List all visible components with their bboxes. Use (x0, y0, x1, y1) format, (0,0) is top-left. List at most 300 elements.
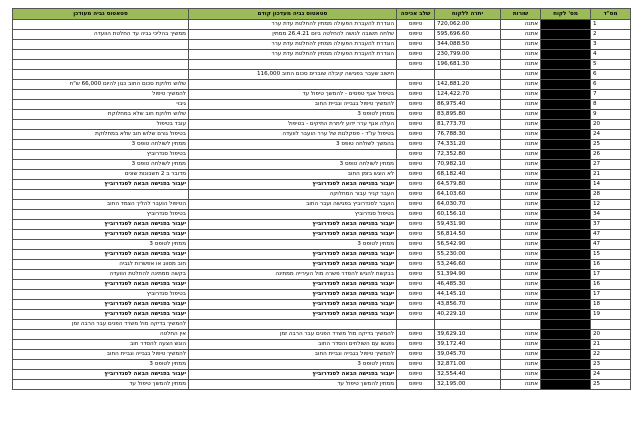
table-row (13, 300, 631, 310)
debt-amount: 64,103.60 (435, 190, 501, 200)
previous-status: העלה אגף ערר ידוע ליתרת התיקים - בטיפול (189, 120, 397, 130)
table-row (13, 120, 631, 130)
updated-status (13, 50, 189, 60)
table-row (13, 230, 631, 240)
updated-status: ממתין לשולחה טופס 3 (13, 140, 189, 150)
previous-status: יעבור בפגישה הבאה לסנדרוביץ (189, 300, 397, 310)
previous-status: בהמשך לשולחה טופס 3 (189, 140, 397, 150)
table-body (13, 20, 631, 390)
table-row (13, 260, 631, 270)
branch-cell: אתנה (501, 340, 541, 350)
row-number: 20 (591, 120, 631, 130)
header-row (13, 9, 631, 20)
enforcement-stage: טיפוס (397, 310, 435, 320)
client-number-redacted (541, 170, 591, 180)
previous-status: יעבור בפגישה הבאה לסנדרוביץ (189, 260, 397, 270)
client-number-redacted (541, 300, 591, 310)
client-number-redacted (541, 50, 591, 60)
previous-status: יעבור בפגישה הבאה לסנדרוביץ (189, 310, 397, 320)
collection-table (12, 8, 631, 390)
row-number: 14 (591, 180, 631, 190)
debt-amount: 595,696.60 (435, 30, 501, 40)
debt-amount: 230,799.00 (435, 50, 501, 60)
enforcement-stage: טיפוס (397, 60, 435, 70)
enforcement-stage: טיפוס (397, 160, 435, 170)
updated-status: ממתין לטופס 3 (13, 360, 189, 370)
row-number: 21 (591, 170, 631, 180)
row-number: 24 (591, 130, 631, 140)
enforcement-stage: טיפוס (397, 50, 435, 60)
enforcement-stage: טיפוס (397, 170, 435, 180)
previous-status: ממתין להמשך טיפול עד (189, 380, 397, 390)
enforcement-stage: טיפוס (397, 90, 435, 100)
debt-amount: 44,145.10 (435, 290, 501, 300)
row-number: 3 (591, 40, 631, 50)
branch-cell: אתנה (501, 180, 541, 190)
row-number: 28 (591, 190, 631, 200)
table-row (13, 270, 631, 280)
previous-status: הוגדרת להעברת הפעולה ממתין להחלטת עדת ערר (189, 20, 397, 30)
updated-status: ממתין לשולחה טופס 3 (13, 160, 189, 170)
updated-status: ממתין להמשך טיפול עד (13, 380, 189, 390)
branch-cell: אתנה (501, 140, 541, 150)
previous-status: יעבור בפגישה הבאה לסנדרוביץ (189, 290, 397, 300)
debt-amount: 344,088.50 (435, 40, 501, 50)
debt-amount: 53,246.60 (435, 260, 501, 270)
updated-status (13, 190, 189, 200)
client-number-redacted (541, 190, 591, 200)
row-number: 47 (591, 240, 631, 250)
client-number-redacted (541, 180, 591, 190)
debt-amount: 56,814.50 (435, 230, 501, 240)
debt-amount: 32,554.40 (435, 370, 501, 380)
enforcement-stage: טיפוס (397, 200, 435, 210)
updated-status: יעבור בפגישה הבאה לסנדרוביץ (13, 300, 189, 310)
client-number-redacted (541, 90, 591, 100)
debt-amount: 86,975.40 (435, 100, 501, 110)
enforcement-stage: טיפוס (397, 220, 435, 230)
updated-status: בקשה ממתינה להחלטת הוועדה (13, 270, 189, 280)
updated-status: בטיפול סנדרוביץ (13, 150, 189, 160)
table-row (13, 220, 631, 230)
enforcement-stage: טיפוס (397, 240, 435, 250)
enforcement-stage: טיפוס (397, 250, 435, 260)
updated-status: יעבור בפגישה הבאה לסנדרוביץ (13, 310, 189, 320)
previous-status: להמשיך טיפול בגבייה וגביית החוב (189, 100, 397, 110)
table-row (13, 380, 631, 390)
header-num: מס"ד (591, 9, 631, 20)
previous-status: חישוב שעבר בפגישה קיבלה שוברים סכום החוב 116,000 (189, 70, 397, 80)
row-number: 7 (591, 90, 631, 100)
updated-status: ממשיך בהליכי גביה עד החלטת הוועדה (13, 30, 189, 40)
updated-status: בטיפול גורם שלוש חוב שלא במחלוקת (13, 130, 189, 140)
updated-status: אין החלטה (13, 330, 189, 340)
previous-status: הוגדרת להעברת הפעולה ממתין להחלטת עדת ערר (189, 50, 397, 60)
previous-status: נפגשו עם השולחים והסדר החוב (189, 340, 397, 350)
updated-status: עובד בטיפול (13, 120, 189, 130)
debt-amount: 74,331.20 (435, 140, 501, 150)
updated-status: ממתין לטופס 3 (13, 240, 189, 250)
header-debt: יתרה ללקוח (435, 9, 501, 20)
client-number-redacted (541, 350, 591, 360)
row-number: 21 (591, 340, 631, 350)
updated-status: יעבור בפגישה הבאה לסנדרוביץ (13, 220, 189, 230)
updated-status: גיבוי (13, 100, 189, 110)
client-number-redacted (541, 70, 591, 80)
branch-cell: אתנה (501, 240, 541, 250)
branch-cell: אתנה (501, 100, 541, 110)
row-number: 26 (591, 150, 631, 160)
row-number: 25 (591, 380, 631, 390)
row-number: 4 (591, 50, 631, 60)
header-enforcement-stage: שלב אכיפה (397, 9, 435, 20)
updated-status: יעבור בפגישה הבאה לסנדרוביץ (13, 230, 189, 240)
updated-status: בטיפול סנדרוביץ (13, 290, 189, 300)
updated-status: חוב מסווג או אפשרות לגביה (13, 260, 189, 270)
table-row (13, 280, 631, 290)
enforcement-stage: טיפוס (397, 380, 435, 390)
row-number: 9 (591, 110, 631, 120)
row-number: 2 (591, 30, 631, 40)
debt-amount: 68,182.40 (435, 170, 501, 180)
enforcement-stage: טיפוס (397, 190, 435, 200)
client-number-redacted (541, 320, 591, 330)
table-row (13, 240, 631, 250)
table-row (13, 190, 631, 200)
branch-cell: אתנה (501, 40, 541, 50)
row-number: 6 (591, 80, 631, 90)
branch-cell: אתנה (501, 310, 541, 320)
updated-status: הטיפול הועבר להליך הצמד החוב (13, 200, 189, 210)
previous-status (189, 150, 397, 160)
header-branch: שורות (501, 9, 541, 20)
client-number-redacted (541, 200, 591, 210)
enforcement-stage: טיפוס (397, 370, 435, 380)
debt-amount: 72,352.80 (435, 150, 501, 160)
row-number: 47 (591, 230, 631, 240)
previous-status: ממתין לשולחה טופס 3 (189, 160, 397, 170)
previous-status: הועבר לסנדרוביץ בפגישה ועבר החוב (189, 200, 397, 210)
enforcement-stage: טיפוס (397, 180, 435, 190)
table-row (13, 90, 631, 100)
table-row (13, 20, 631, 30)
enforcement-stage: טיפוס (397, 330, 435, 340)
table-row (13, 370, 631, 380)
branch-cell: אתנה (501, 70, 541, 80)
enforcement-stage: טיפוס (397, 20, 435, 30)
debt-amount: 32,195.00 (435, 380, 501, 390)
enforcement-stage (397, 70, 435, 80)
debt-amount: 43,856.70 (435, 300, 501, 310)
table-row (13, 110, 631, 120)
enforcement-stage: טיפוס (397, 150, 435, 160)
client-number-redacted (541, 150, 591, 160)
row-number: 1 (591, 20, 631, 30)
row-number: 15 (591, 250, 631, 260)
updated-status: להמשיך טיפול (13, 90, 189, 100)
updated-status: שלוש חלוקת חוב שלא במחלוקת (13, 110, 189, 120)
previous-status (189, 320, 397, 330)
branch-cell: אתנה (501, 60, 541, 70)
enforcement-stage: טיפוס (397, 260, 435, 270)
previous-status: בטיפול סנדרוביץ (189, 210, 397, 220)
debt-amount: 83,895.80 (435, 110, 501, 120)
client-number-redacted (541, 60, 591, 70)
branch-cell: אתנה (501, 50, 541, 60)
debt-amount: 70,982.10 (435, 160, 501, 170)
table-row (13, 100, 631, 110)
client-number-redacted (541, 140, 591, 150)
row-number: 5 (591, 60, 631, 70)
debt-amount: 32,871.00 (435, 360, 501, 370)
client-number-redacted (541, 250, 591, 260)
branch-cell: אתנה (501, 110, 541, 120)
header-previous-status: סטאטוס גביה מעדכון קודם (189, 9, 397, 20)
updated-status (13, 20, 189, 30)
debt-amount: 59,431.90 (435, 220, 501, 230)
table-row (13, 200, 631, 210)
enforcement-stage: טיפוס (397, 350, 435, 360)
table-row (13, 320, 631, 330)
debt-amount: 64,030.70 (435, 200, 501, 210)
previous-status: להמשיך בדיקה מול משרד הפנים עבר הרבה זמן (189, 330, 397, 340)
table-row (13, 310, 631, 320)
row-number: 17 (591, 270, 631, 280)
debt-amount: 124,422.70 (435, 90, 501, 100)
enforcement-stage: טיפוס (397, 140, 435, 150)
debt-amount: 64,579.80 (435, 180, 501, 190)
previous-status: ממתין לטופס 3 (189, 240, 397, 250)
client-number-redacted (541, 310, 591, 320)
client-number-redacted (541, 370, 591, 380)
row-number: 18 (591, 300, 631, 310)
row-number (591, 320, 631, 330)
table-row (13, 180, 631, 190)
table-row (13, 70, 631, 80)
client-number-redacted (541, 340, 591, 350)
client-number-redacted (541, 160, 591, 170)
previous-status: העבר קניר עבור המחלוקה (189, 190, 397, 200)
header-client-number: מס' לקוח (541, 9, 591, 20)
debt-status-sheet (12, 8, 630, 390)
previous-status: בבקשת להגיש להסדר פשרה מול העירייה ממתינה (189, 270, 397, 280)
client-number-redacted (541, 290, 591, 300)
table-row (13, 60, 631, 70)
table-row (13, 40, 631, 50)
debt-amount: 51,394.90 (435, 270, 501, 280)
previous-status: שלחה תשובה לנושה להחלטה ביום 26.4.21 ממתין (189, 30, 397, 40)
table-row (13, 80, 631, 90)
client-number-redacted (541, 220, 591, 230)
row-number: 20 (591, 330, 631, 340)
client-number-redacted (541, 230, 591, 240)
table-row (13, 170, 631, 180)
debt-amount: 56,542.90 (435, 240, 501, 250)
previous-status: יעבור בפגישה הבאה לסנדרוביץ (189, 250, 397, 260)
debt-amount: 142,881.20 (435, 80, 501, 90)
table-row (13, 30, 631, 40)
branch-cell: אתנה (501, 260, 541, 270)
updated-status: יעבור בפגישה הבאה לסנדרוביץ (13, 370, 189, 380)
table-row (13, 150, 631, 160)
client-number-redacted (541, 30, 591, 40)
row-number: 16 (591, 260, 631, 270)
enforcement-stage: טיפוס (397, 270, 435, 280)
updated-status: יעבור בפגישה הבאה לסנדרוביץ (13, 280, 189, 290)
enforcement-stage: טיפוס (397, 100, 435, 110)
debt-amount: 39,045.70 (435, 350, 501, 360)
updated-status: יעבור בפגישה הבאה לסנדרוביץ (13, 250, 189, 260)
client-number-redacted (541, 260, 591, 270)
client-number-redacted (541, 270, 591, 280)
row-number: 25 (591, 140, 631, 150)
branch-cell: אתנה (501, 280, 541, 290)
branch-cell: אתנה (501, 300, 541, 310)
branch-cell: אתנה (501, 200, 541, 210)
table-row (13, 140, 631, 150)
enforcement-stage: טיפוס (397, 120, 435, 130)
row-number: 27 (591, 160, 631, 170)
updated-status: שלוש חלוקת סכום החוב כגון להיום 66,000 ש"ח (13, 80, 189, 90)
client-number-redacted (541, 360, 591, 370)
row-number: 6 (591, 70, 631, 80)
debt-amount (435, 70, 501, 80)
client-number-redacted (541, 330, 591, 340)
branch-cell: אתנה (501, 160, 541, 170)
enforcement-stage: טיפוס (397, 110, 435, 120)
client-number-redacted (541, 120, 591, 130)
enforcement-stage: טיפוס (397, 130, 435, 140)
client-number-redacted (541, 130, 591, 140)
client-number-redacted (541, 20, 591, 30)
table-row (13, 330, 631, 340)
branch-cell: אתנה (501, 190, 541, 200)
branch-cell: אתנה (501, 380, 541, 390)
previous-status: לא הוגש בזמן החוב (189, 170, 397, 180)
debt-amount: 39,172.40 (435, 340, 501, 350)
previous-status: ממתין לטופס 3 (189, 360, 397, 370)
updated-status: יעבור בפגישה הבאה לסנדרוביץ (13, 180, 189, 190)
row-number: 22 (591, 350, 631, 360)
enforcement-stage: טיפוס (397, 340, 435, 350)
branch-cell: אתנה (501, 330, 541, 340)
client-number-redacted (541, 380, 591, 390)
branch-cell: אתנה (501, 250, 541, 260)
header-updated-status: סטאטוס גביה מעודכן (13, 9, 189, 20)
previous-status (189, 60, 397, 70)
branch-cell: אתנה (501, 170, 541, 180)
enforcement-stage: טיפוס (397, 40, 435, 50)
previous-status: ממתין לטופס 3 (189, 110, 397, 120)
client-number-redacted (541, 100, 591, 110)
branch-cell: אתנה (501, 150, 541, 160)
debt-amount: 40,229.10 (435, 310, 501, 320)
table-row (13, 360, 631, 370)
updated-status: הוגש הצעה להסדר חוב (13, 340, 189, 350)
previous-status: בטיפול אגף טפסים - להמשך טיפול עד (189, 90, 397, 100)
updated-status: להמשיך בדיקה מול משרד הפנים עבר הרבה זמן (13, 320, 189, 330)
client-number-redacted (541, 240, 591, 250)
debt-amount (435, 320, 501, 330)
updated-status: בטיפול סנדרוביץ (13, 210, 189, 220)
branch-cell: אתנה (501, 290, 541, 300)
branch-cell: אתנה (501, 210, 541, 220)
branch-cell: אתנה (501, 90, 541, 100)
enforcement-stage (397, 320, 435, 330)
table-row (13, 250, 631, 260)
enforcement-stage: טיפוס (397, 230, 435, 240)
client-number-redacted (541, 110, 591, 120)
client-number-redacted (541, 80, 591, 90)
branch-cell: אתנה (501, 360, 541, 370)
row-number: 8 (591, 100, 631, 110)
branch-cell: אתנה (501, 220, 541, 230)
branch-cell: אתנה (501, 20, 541, 30)
enforcement-stage: טיפוס (397, 80, 435, 90)
row-number: 12 (591, 200, 631, 210)
debt-amount: 81,773.70 (435, 120, 501, 130)
row-number: 16 (591, 280, 631, 290)
debt-amount: 39,629.10 (435, 330, 501, 340)
enforcement-stage: טיפוס (397, 280, 435, 290)
branch-cell: אתנה (501, 120, 541, 130)
table-row (13, 50, 631, 60)
branch-cell: אתנה (501, 80, 541, 90)
previous-status: להמשיך טיפול בגבייה וגביית החוב (189, 350, 397, 360)
previous-status: יעבור בפגישה הבאה לסנדרוביץ (189, 230, 397, 240)
branch-cell (501, 320, 541, 330)
previous-status: יעבור בפגישה הבאה לסנדרוביץ (189, 180, 397, 190)
debt-amount: 720,062.00 (435, 20, 501, 30)
updated-status (13, 70, 189, 80)
branch-cell: אתנה (501, 350, 541, 360)
table-row (13, 210, 631, 220)
table-row (13, 160, 631, 170)
updated-status: מדובר ב 2 חשבונות שונים (13, 170, 189, 180)
client-number-redacted (541, 40, 591, 50)
table-row (13, 290, 631, 300)
previous-status: הוגדרת להעברת הפעולה ממתין להחלטת עדת ערר (189, 40, 397, 50)
debt-amount: 46,485.30 (435, 280, 501, 290)
client-number-redacted (541, 280, 591, 290)
previous-status: יעבור בפגישה הבאה לסנדרוביץ (189, 220, 397, 230)
previous-status: יעבור בפגישה הבאה לסנדרוביץ (189, 280, 397, 290)
enforcement-stage: טיפוס (397, 30, 435, 40)
branch-cell: אתנה (501, 270, 541, 280)
row-number: 37 (591, 220, 631, 230)
previous-status (189, 80, 397, 90)
previous-status: בטיפול עו"ד - פסקלנות של ערר הועבר לוועדה (189, 130, 397, 140)
row-number: 19 (591, 310, 631, 320)
client-number-redacted (541, 210, 591, 220)
enforcement-stage: טיפוס (397, 290, 435, 300)
row-number: 23 (591, 360, 631, 370)
table-row (13, 130, 631, 140)
table-row (13, 350, 631, 360)
previous-status: יעבור בפגישה הבאה לסנדרוביץ (189, 370, 397, 380)
enforcement-stage: טיפוס (397, 360, 435, 370)
updated-status: להמשיך טיפול בגבייה וגביית החוב (13, 350, 189, 360)
row-number: 17 (591, 290, 631, 300)
debt-amount: 55,230.00 (435, 250, 501, 260)
debt-amount: 196,681.30 (435, 60, 501, 70)
updated-status (13, 60, 189, 70)
enforcement-stage: טיפוס (397, 300, 435, 310)
updated-status (13, 40, 189, 50)
branch-cell: אתנה (501, 370, 541, 380)
enforcement-stage: טיפוס (397, 210, 435, 220)
branch-cell: אתנה (501, 30, 541, 40)
